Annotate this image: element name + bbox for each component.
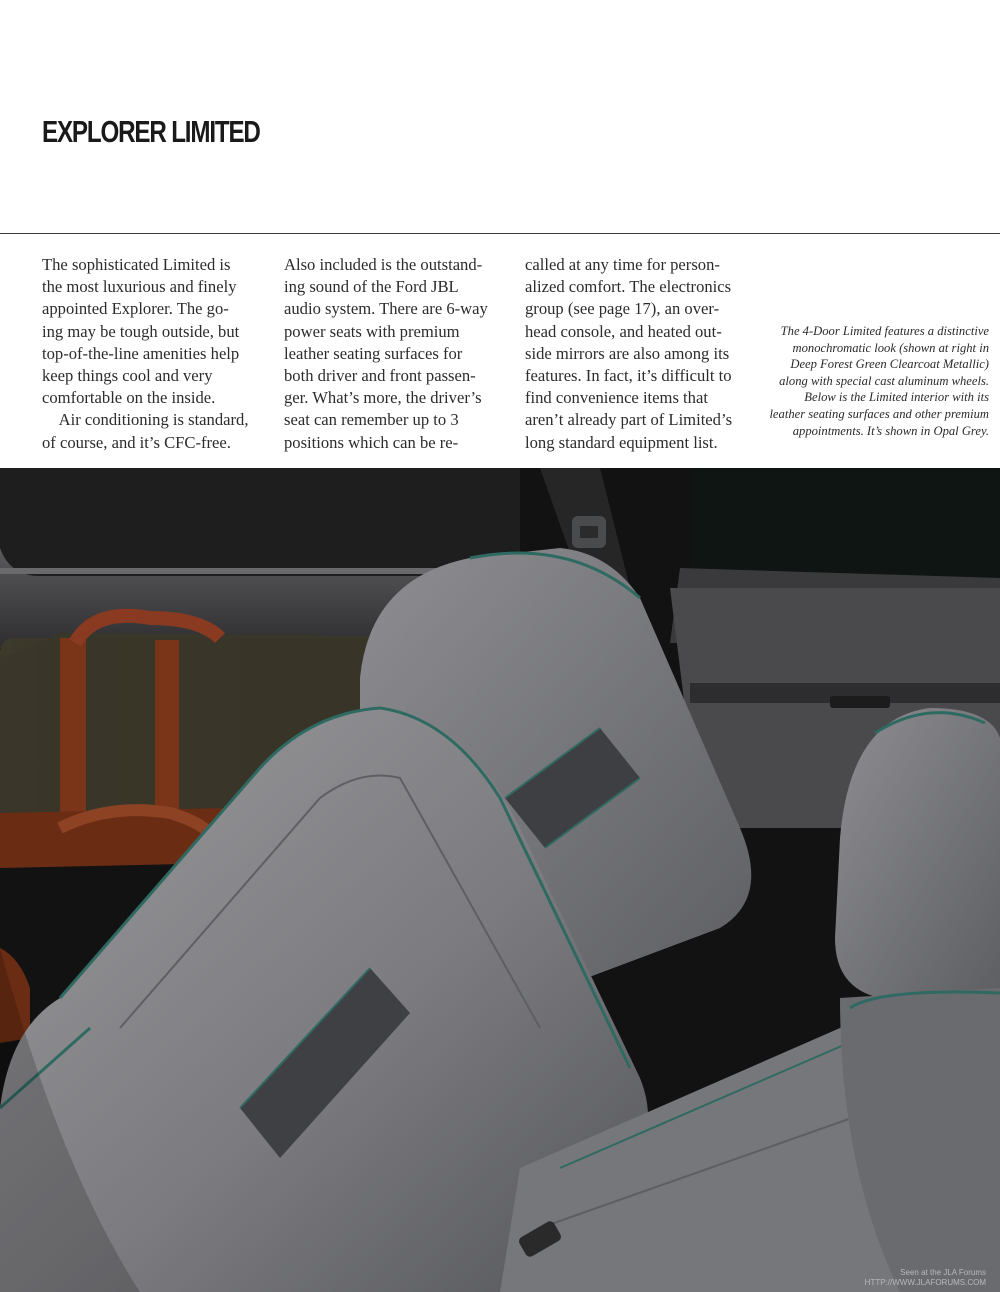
text-line: Air conditioning is standard, xyxy=(42,410,249,430)
text-line: head console, and heated out- xyxy=(525,321,722,341)
text-line: power seats with premium xyxy=(284,321,460,341)
text-line: positions which can be re- xyxy=(284,432,459,452)
text-line: leather seating surfaces for xyxy=(284,343,463,363)
text-line: ing sound of the Ford JBL xyxy=(284,277,459,297)
photo-caption xyxy=(749,323,989,439)
text-line: ing may be tough outside, but xyxy=(42,321,240,341)
text-line: of course, and it’s CFC-free. xyxy=(42,432,231,452)
text-line: ger. What’s more, the driver’s xyxy=(284,388,482,408)
text-line: side mirrors are also among its xyxy=(525,343,730,363)
text-line: group (see page 17), an over- xyxy=(525,299,720,319)
caption-line: Below is the Limited interior with its xyxy=(804,390,989,405)
watermark-line: HTTP://WWW.JLAFORUMS.COM xyxy=(864,1278,986,1287)
text-line: both driver and front passen- xyxy=(284,366,476,386)
watermark-line: Seen at the JLA Forums xyxy=(900,1268,986,1277)
text-line: alized comfort. The electronics xyxy=(525,277,732,297)
interior-photo xyxy=(0,468,1000,1292)
caption-line: The 4-Door Limited features a distinctive xyxy=(780,324,989,338)
text-line: the most luxurious and finely xyxy=(42,277,237,297)
text-line: keep things cool and very xyxy=(42,366,213,386)
watermark xyxy=(865,1268,986,1288)
text-line: comfortable on the inside. xyxy=(42,388,216,408)
caption-line: appointments. It’s shown in Opal Grey. xyxy=(792,423,989,438)
text-line: audio system. There are 6-way xyxy=(284,299,488,319)
text-line: called at any time for person- xyxy=(525,255,720,274)
caption-line: leather seating surfaces and other premium xyxy=(769,406,989,421)
caption-line: monochromatic look (shown at right in xyxy=(792,340,989,355)
text-line: find convenience items that xyxy=(525,388,708,408)
body-column-3 xyxy=(525,254,750,454)
text-line: features. In fact, it’s difficult to xyxy=(525,366,732,386)
section-divider xyxy=(0,233,1000,234)
body-column-1 xyxy=(42,254,262,454)
text-line: Also included is the outstand- xyxy=(284,255,483,274)
text-line: seat can remember up to 3 xyxy=(284,410,459,430)
text-line: The sophisticated Limited is xyxy=(42,255,231,274)
caption-line: Deep Forest Green Clearcoat Metallic) xyxy=(790,357,989,372)
page-title: EXPLORER LIMITED xyxy=(42,114,260,149)
text-line: top-of-the-line amenities help xyxy=(42,343,240,363)
text-line: long standard equipment list. xyxy=(525,432,718,452)
text-line: aren’t already part of Limited’s xyxy=(525,410,733,430)
text-line: appointed Explorer. The go- xyxy=(42,299,229,319)
body-column-2 xyxy=(284,254,509,454)
caption-line: along with special cast aluminum wheels. xyxy=(779,373,989,388)
